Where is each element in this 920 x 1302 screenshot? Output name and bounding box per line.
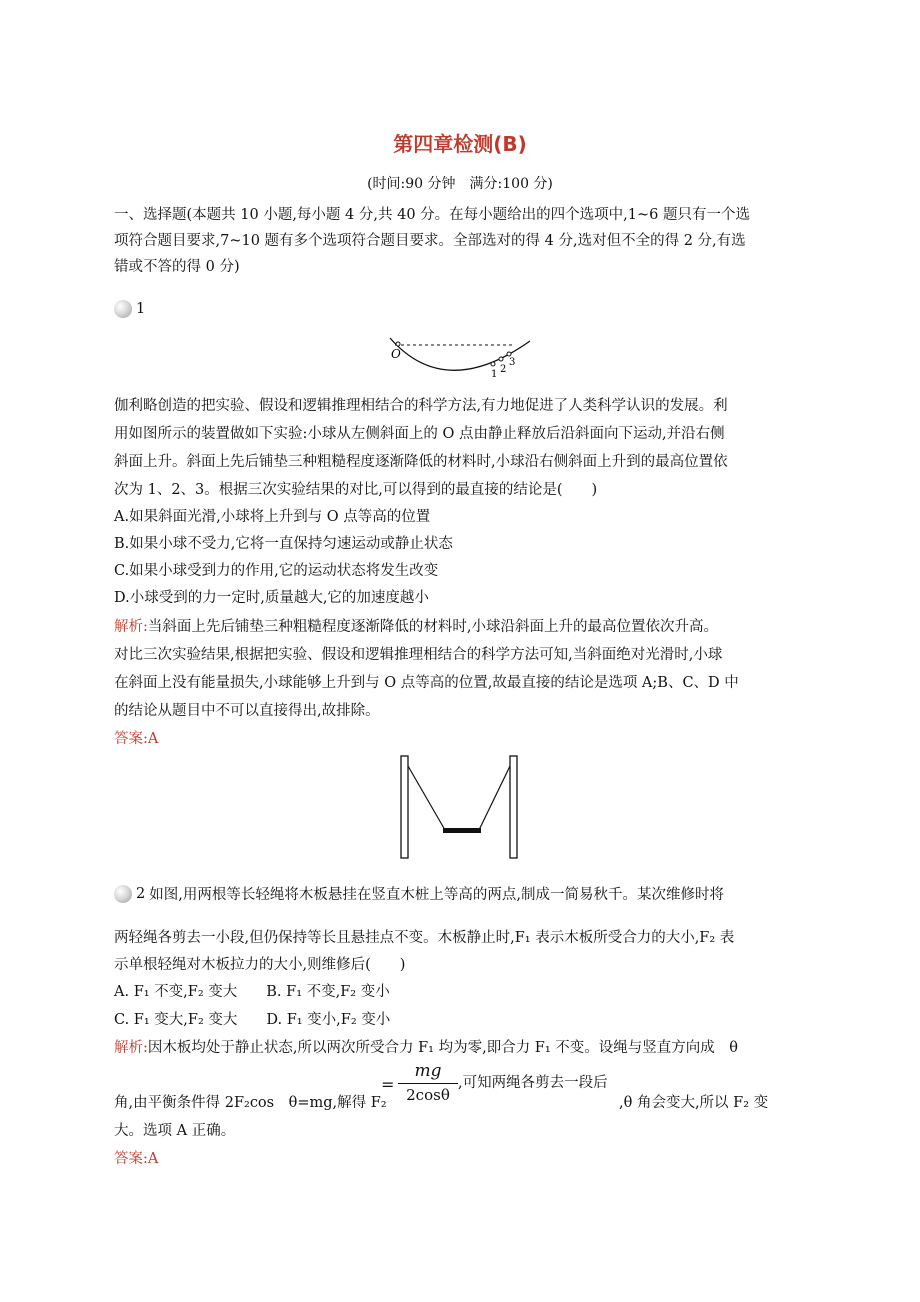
section-intro-line2: 项符合题目要求,7~10 题有多个选项符合题目要求。全部选对的得 4 分,选对但不全的得 2 分,有选 [114, 233, 746, 249]
section-intro-line1: 一、选择题(本题共 10 小题,每小题 4 分,共 40 分。在每小题给出的四个选项中,1~6 题只有一个选 [114, 207, 750, 223]
q1-stem-line2: 用如图所示的装置做如下实验:小球从左侧斜面上的 O 点由静止释放后沿斜面向下运动,并沿右侧 [114, 426, 725, 442]
q1-analysis [114, 617, 718, 637]
time-info: (时间:90 分钟 满分:100 分) [367, 176, 553, 192]
question-2-marker [114, 883, 724, 904]
q1-stem-line3: 斜面上升。斜面上先后铺垫三种粗糙程度逐渐降低的材料时,小球沿右侧斜面上升到的最高位置依 [114, 454, 728, 470]
q2-analysis-line2a: 角,由平衡条件得 2F₂cos θ=mg,解得 F₂ [114, 1095, 387, 1111]
q2-analysis-line2b: ,可知两绳各剪去一段后 [458, 1075, 608, 1091]
point-o-label: O [391, 347, 401, 361]
q1-answer: 答案:A [114, 731, 159, 747]
q2-answer: 答案:A [114, 1151, 159, 1167]
slope-figure [385, 335, 535, 385]
q1-option-c: C.如果小球受到力的作用,它的运动状态将发生改变 [114, 563, 439, 579]
q1-analysis-line3: 在斜面上没有能量损失,小球能够上升到与 O 点等高的位置,故最直接的结论是选项 A;B、C、D 中 [114, 675, 739, 691]
swing-figure [395, 752, 527, 862]
position-1-label: 1 [491, 369, 498, 380]
q1-stem-line4: 次为 1、2、3。根据三次实验结果的对比,可以得到的最直接的结论是( ) [114, 482, 598, 498]
fraction-numerator: mg [398, 1061, 458, 1084]
q1-stem-line1: 伽利略创造的把实验、假设和逻辑推理相结合的科学方法,有力地促进了人类科学认识的发展。利 [114, 398, 728, 414]
page-title: 第四章检测(B) [393, 132, 527, 156]
position-2-label: 2 [500, 364, 507, 375]
q1-option-a: A.如果斜面光滑,小球将上升到与 O 点等高的位置 [114, 509, 431, 525]
q1-option-b: B.如果小球不受力,它将一直保持匀速运动或静止状态 [114, 536, 453, 552]
question-number: 2 [136, 885, 146, 902]
q2-stem-line1: 如图,用两根等长轻绳将木板悬挂在竖直木桩上等高的两点,制成一简易秋千。某次维修时将 [149, 887, 724, 903]
question-circle-icon [114, 300, 132, 318]
q2-options-row2: C. F₁ 变大,F₂ 变大 D. F₁ 变小,F₂ 变小 [114, 1012, 391, 1028]
q2-stem-line2: 两轻绳各剪去一小段,但仍保持等长且悬挂点不变。木板静止时,F₁ 表示木板所受合力的大小,F₂ 表 [114, 930, 735, 946]
q2-stem-line3: 示单根轻绳对木板拉力的大小,则维修后( ) [114, 957, 406, 973]
analysis-text: 因木板均处于静止状态,所以两次所受合力 F₁ 均为零,即合力 F₁ 不变。设绳与竖直方向成 θ [147, 1040, 739, 1056]
question-number: 1 [136, 301, 146, 317]
q1-analysis-line2: 对比三次实验结果,根据把实验、假设和逻辑推理相结合的科学方法可知,当斜面绝对光滑时,小球 [114, 647, 723, 663]
analysis-text: 当斜面上先后铺垫三种粗糙程度逐渐降低的材料时,小球沿斜面上升的最高位置依次升高。 [147, 619, 718, 635]
position-3-label: 3 [509, 357, 516, 368]
fraction [398, 1061, 458, 1104]
equals-sign: = [381, 1075, 395, 1094]
q2-analysis-line2c: ,θ 角会变大,所以 F₂ 变 [619, 1095, 769, 1111]
q2-analysis-line3: 大。选项 A 正确。 [114, 1123, 236, 1139]
question-circle-icon [114, 885, 132, 903]
fraction-denominator: 2cosθ [406, 1086, 450, 1104]
section-intro-line3: 错或不答的得 0 分) [114, 259, 240, 275]
question-1-marker [114, 300, 145, 318]
q2-options-row1: A. F₁ 不变,F₂ 变大 B. F₁ 不变,F₂ 变小 [114, 984, 390, 1000]
analysis-label: 解析: [114, 619, 148, 635]
q1-analysis-line4: 的结论从题目中不可以直接得出,故排除。 [114, 703, 380, 719]
q1-option-d: D.小球受到的力一定时,质量越大,它的加速度越小 [114, 590, 429, 606]
q2-analysis [114, 1038, 738, 1058]
analysis-label: 解析: [114, 1040, 148, 1056]
